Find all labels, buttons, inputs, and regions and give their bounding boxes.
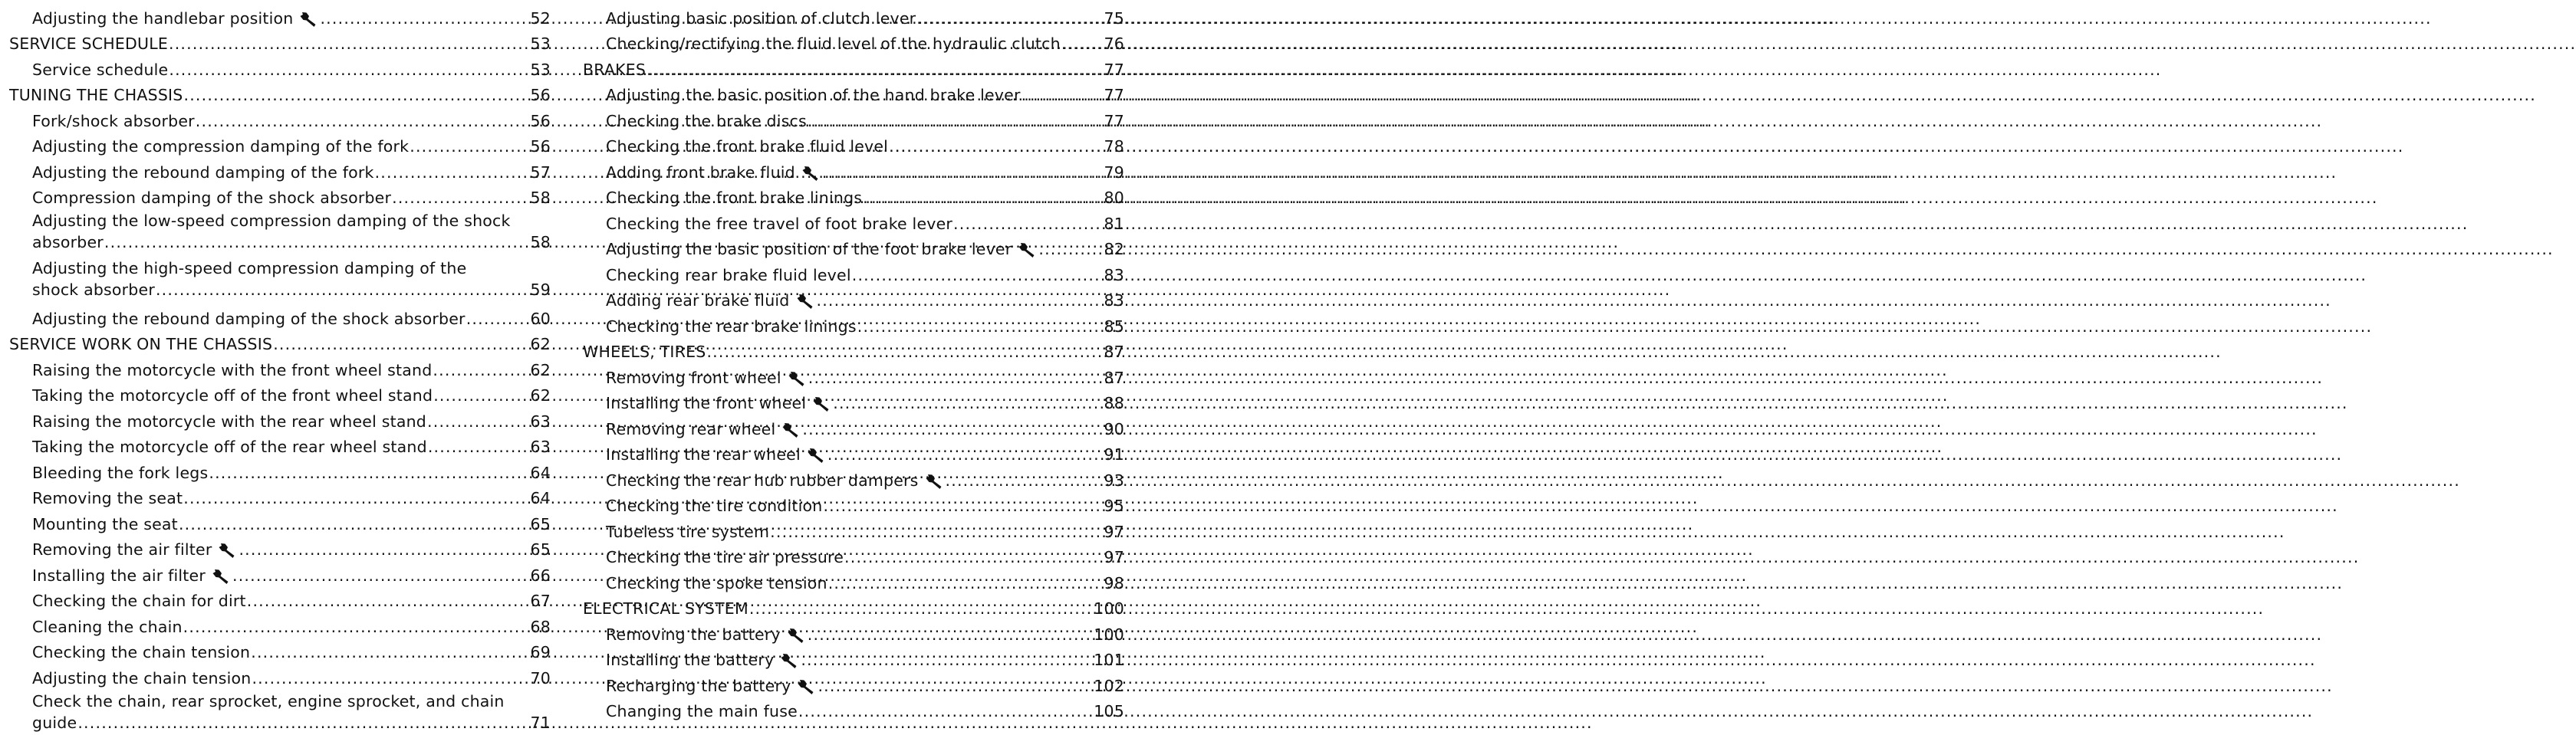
toc-entry-title: Installing the battery [606, 651, 775, 669]
wrench-icon [787, 627, 805, 644]
toc-entry[interactable] [9, 405, 551, 431]
wrench-icon [812, 395, 831, 412]
toc-entry-title: Adjusting the low-speed compression damping of the shock [32, 212, 511, 230]
toc-page-number: 95 [1104, 497, 1124, 515]
toc-page-number: 77 [1104, 86, 1124, 104]
wrench-icon [925, 473, 943, 490]
dot-leader [410, 137, 524, 156]
toc-entry-title: Tubeless tire system [606, 522, 770, 541]
toc-page-number: 64 [530, 463, 551, 482]
toc-entry[interactable] [583, 695, 1124, 721]
wrench-icon [781, 422, 800, 438]
toc-entry-title: Raising the motorcycle with the front wheel stand [32, 360, 433, 379]
toc-page-number: 69 [530, 643, 551, 661]
toc-page-number: 77 [1104, 60, 1124, 79]
toc-page-number: 79 [1104, 162, 1124, 182]
toc-page-number: 85 [1104, 317, 1124, 336]
toc-entry[interactable] [9, 636, 551, 662]
toc-entry-title: Checking/rectifying the fluid level of the hydraulic clutch [606, 34, 1061, 53]
toc-entry-title: Adjusting basic position of clutch lever [606, 8, 916, 28]
dot-leader [801, 651, 1087, 669]
toc-entry-title: Installing the air filter [32, 566, 206, 585]
dot-leader [428, 438, 525, 456]
toc-entry-title: Checking the chain tension [32, 643, 251, 661]
toc-page-number: 59 [530, 281, 551, 299]
toc-entry-title: Taking the motorcycle off of the front wheel stand [32, 386, 433, 405]
toc-entry[interactable] [583, 182, 1124, 208]
dot-leader [646, 61, 1097, 79]
dot-leader [946, 471, 1098, 490]
toc-entry-continuation [32, 710, 551, 735]
toc-entry[interactable] [583, 156, 1124, 182]
toc-page-number: 75 [1104, 8, 1124, 28]
toc-entry-title: Checking the tire condition [606, 497, 823, 515]
toc-entry[interactable] [9, 431, 551, 457]
toc-entry-title: SERVICE WORK ON THE CHASSIS [9, 335, 273, 353]
dot-leader [852, 266, 1098, 284]
toc-entry[interactable] [583, 412, 1124, 438]
toc-entry[interactable] [9, 207, 551, 254]
toc-page-number: 60 [530, 309, 551, 328]
toc-page-number: 93 [1104, 471, 1124, 490]
toc-entry[interactable] [583, 28, 1124, 54]
toc-entry[interactable] [583, 644, 1124, 670]
toc-column-left [9, 2, 551, 735]
toc-entry[interactable] [9, 507, 551, 533]
toc-page-number: 97 [1104, 522, 1124, 541]
toc-entry[interactable] [583, 669, 1124, 695]
toc-entry[interactable] [583, 618, 1124, 644]
toc-page-number: 102 [1094, 676, 1124, 695]
dot-leader [169, 34, 525, 53]
dot-leader [833, 394, 1097, 412]
toc-entry-title: Adjusting the rebound damping of the shock absorber [32, 309, 466, 328]
dot-leader [808, 369, 1098, 387]
toc-section-heading[interactable] [9, 28, 551, 54]
toc-entry-title: Checking the front brake linings [606, 189, 863, 207]
toc-page-number: 68 [530, 617, 551, 636]
toc-entry[interactable] [583, 438, 1124, 464]
toc-page-number: 53 [530, 34, 551, 53]
dot-leader [209, 464, 524, 482]
toc-page-number: 56 [530, 111, 551, 130]
dot-leader [953, 215, 1097, 233]
toc-entry-title: SERVICE SCHEDULE [9, 34, 168, 53]
toc-page-number: 62 [530, 386, 551, 405]
toc-page-number: 64 [530, 489, 551, 507]
toc-page-number: 65 [530, 514, 551, 533]
toc-entry-title: Removing the seat [32, 489, 183, 507]
toc-page-number: 83 [1104, 265, 1124, 284]
toc-page-number: 56 [530, 137, 551, 156]
wrench-icon [780, 652, 798, 669]
toc-entry-title: Fork/shock absorber [32, 111, 195, 130]
dot-leader [808, 625, 1087, 644]
toc-entry-title: Checking the tire air pressure [606, 548, 844, 566]
toc-entry[interactable] [9, 379, 551, 405]
toc-entry[interactable] [583, 284, 1124, 310]
dot-leader [251, 643, 524, 661]
toc-entry-title: Removing the air filter [32, 540, 212, 559]
dot-leader [247, 592, 525, 610]
dot-leader [232, 566, 525, 585]
toc-entry[interactable] [583, 104, 1124, 130]
dot-leader [156, 281, 525, 299]
dot-leader [822, 163, 1098, 182]
toc-entry-title-continued: absorber [32, 233, 104, 251]
dot-leader [169, 61, 524, 79]
wrench-icon [807, 447, 825, 464]
dot-leader [770, 523, 1097, 541]
toc-page-number: 97 [1104, 548, 1124, 566]
wrench-icon [218, 542, 236, 559]
dot-leader [466, 310, 525, 328]
toc-entry[interactable] [583, 130, 1124, 156]
toc-entry[interactable] [583, 464, 1124, 490]
toc-entry-title: Checking the rear brake linings [606, 317, 857, 336]
toc-page-number: 58 [530, 189, 551, 207]
wrench-icon [1018, 241, 1036, 258]
toc-entry-title: Checking the spoke tension [606, 573, 827, 592]
toc-entry[interactable] [583, 207, 1124, 233]
toc-entry-title-continued: guide [32, 713, 77, 732]
toc-page-number: 81 [1104, 214, 1124, 233]
toc-entry[interactable] [9, 687, 551, 735]
toc-entry[interactable] [583, 515, 1124, 541]
dot-leader [857, 317, 1098, 336]
toc-entry[interactable] [9, 302, 551, 328]
dot-leader [817, 291, 1098, 310]
dot-leader [749, 599, 1087, 618]
toc-entry-continuation [32, 277, 551, 302]
toc-entry-title: Adding front brake fluid [606, 162, 795, 182]
toc-entry-title: BRAKES [583, 60, 646, 79]
toc-entry-title: Checking the front brake fluid level [606, 137, 889, 156]
toc-entry[interactable] [583, 361, 1124, 387]
dot-leader [392, 189, 524, 207]
toc-section-heading[interactable] [583, 336, 1124, 362]
toc-entry-title: Installing the rear wheel [606, 445, 801, 464]
toc-entry-title: Recharging the battery [606, 676, 791, 695]
toc-entry[interactable] [9, 559, 551, 585]
toc-entry[interactable] [9, 353, 551, 379]
toc-entry-title: Checking rear brake fluid level [606, 265, 851, 284]
toc-page-number: 56 [530, 86, 551, 104]
dot-leader [320, 9, 524, 28]
toc-page-number: 80 [1104, 189, 1124, 207]
toc-entry[interactable] [583, 541, 1124, 567]
toc-entry-title: Mounting the seat [32, 514, 178, 533]
toc-page-number: 77 [1104, 111, 1124, 130]
toc-entry-title-continued: shock absorber [32, 281, 155, 299]
toc-entry[interactable] [9, 456, 551, 482]
toc-page-number: 57 [530, 162, 551, 182]
toc-page-number: 82 [1104, 240, 1124, 258]
dot-leader [196, 112, 525, 130]
dot-leader [104, 233, 525, 251]
toc-entry[interactable] [583, 310, 1124, 336]
toc-page-number: 87 [1104, 368, 1124, 387]
toc-entry-continuation [32, 230, 551, 254]
dot-leader [375, 163, 525, 182]
dot-leader [1038, 240, 1097, 258]
table-of-contents-page [0, 0, 1135, 732]
dot-leader [889, 137, 1097, 156]
toc-page-number: 62 [530, 360, 551, 379]
toc-entry[interactable] [9, 610, 551, 636]
toc-page-number: 100 [1094, 599, 1124, 618]
toc-page-number: 83 [1104, 291, 1124, 310]
toc-page-number: 98 [1104, 573, 1124, 592]
dot-leader [863, 189, 1097, 207]
toc-page-number: 58 [530, 233, 551, 251]
dot-leader [183, 618, 525, 636]
dot-leader [239, 540, 524, 559]
toc-page-number: 63 [530, 438, 551, 456]
toc-entry[interactable] [9, 254, 551, 302]
toc-entry[interactable] [583, 490, 1124, 516]
toc-entry[interactable] [9, 156, 551, 182]
toc-entry[interactable] [9, 585, 551, 611]
dot-leader [183, 489, 524, 507]
toc-entry[interactable] [9, 104, 551, 130]
toc-entry-title: Adjusting the handlebar position [32, 8, 294, 28]
toc-page-number: 53 [530, 60, 551, 79]
dot-leader [1061, 34, 1098, 53]
dot-leader [818, 677, 1087, 695]
toc-entry[interactable] [583, 2, 1124, 28]
toc-column-right [583, 2, 1124, 720]
wrench-icon [797, 678, 815, 695]
dot-leader [273, 335, 524, 353]
dot-leader [827, 445, 1098, 464]
toc-entry-title: Taking the motorcycle off of the rear wheel stand [32, 438, 427, 456]
toc-page-number: 70 [530, 668, 551, 687]
toc-entry-title: Adjusting the chain tension [32, 668, 252, 687]
toc-page-number: 90 [1104, 419, 1124, 438]
toc-entry-title: Raising the motorcycle with the rear wheel stand [32, 412, 427, 431]
toc-entry-title: Removing front wheel [606, 368, 781, 387]
toc-page-number: 76 [1104, 34, 1124, 53]
toc-section-heading[interactable] [9, 328, 551, 354]
wrench-icon [796, 293, 814, 310]
toc-entry[interactable] [583, 387, 1124, 413]
toc-entry-title: Compression damping of the shock absorber [32, 189, 392, 207]
toc-entry-title: Adjusting the compression damping of the fork [32, 137, 410, 156]
toc-entry-title: Adjusting the rebound damping of the fork [32, 162, 374, 182]
toc-page-number: 91 [1104, 445, 1124, 464]
dot-leader [77, 714, 524, 732]
dot-leader [844, 548, 1097, 566]
toc-entry-title: Changing the main fuse [606, 702, 798, 720]
toc-page-number: 87 [1104, 343, 1124, 361]
toc-entry[interactable] [9, 53, 551, 79]
toc-page-number: 88 [1104, 394, 1124, 412]
toc-entry-title: ELECTRICAL SYSTEM [583, 599, 748, 618]
toc-entry-title: Removing rear wheel [606, 419, 776, 438]
toc-entry-title: Adjusting the high-speed compression damping of the [32, 259, 467, 277]
toc-entry[interactable] [9, 482, 551, 508]
toc-page-number: 100 [1094, 625, 1124, 644]
toc-page-number: 62 [530, 335, 551, 353]
wrench-icon [299, 11, 317, 28]
toc-section-heading[interactable] [9, 79, 551, 105]
toc-entry[interactable] [583, 566, 1124, 592]
toc-entry[interactable] [583, 233, 1124, 259]
dot-leader [252, 669, 524, 687]
wrench-icon [788, 370, 806, 387]
toc-page-number: 52 [530, 8, 551, 28]
toc-entry-title: Service schedule [32, 60, 169, 79]
toc-section-heading[interactable] [583, 592, 1124, 619]
dot-leader [802, 420, 1097, 438]
toc-entry-title: Adding rear brake fluid [606, 291, 790, 310]
toc-entry[interactable] [9, 182, 551, 208]
toc-entry-title: Bleeding the fork legs [32, 463, 209, 482]
wrench-icon [801, 165, 820, 182]
toc-entry-title: Check the chain, rear sprocket, engine sprocket, and chain [32, 691, 505, 710]
wrench-icon [212, 568, 230, 585]
toc-entry-title: Cleaning the chain [32, 617, 183, 636]
toc-page-number: 101 [1094, 651, 1124, 669]
dot-leader [706, 343, 1097, 361]
toc-entry-title: Removing the battery [606, 625, 781, 644]
toc-entry[interactable] [583, 79, 1124, 105]
toc-entry[interactable] [9, 661, 551, 687]
toc-entry-title: Installing the front wheel [606, 394, 807, 412]
toc-entry-title: Checking the free travel of foot brake lever [606, 214, 953, 233]
dot-leader [823, 497, 1097, 515]
dot-leader [828, 574, 1098, 592]
dot-leader [184, 86, 525, 104]
toc-page-number: 67 [530, 592, 551, 610]
toc-entry[interactable] [9, 2, 551, 28]
dot-leader [427, 412, 524, 431]
toc-entry-title: Checking the rear hub rubber dampers [606, 471, 919, 490]
toc-entry[interactable] [9, 533, 551, 559]
dot-leader [798, 702, 1087, 720]
toc-entry-title: Adjusting the basic position of the hand brake lever [606, 86, 1021, 104]
toc-entry-title: TUNING THE CHASSIS [9, 86, 183, 104]
dot-leader [808, 112, 1098, 130]
toc-page-number: 65 [530, 540, 551, 559]
toc-entry-title: Adjusting the basic position of the foot brake lever [606, 240, 1012, 258]
toc-section-heading[interactable] [583, 53, 1124, 79]
toc-page-number: 78 [1104, 137, 1124, 156]
dot-leader [916, 9, 1097, 28]
dot-leader [1022, 86, 1098, 104]
toc-entry[interactable] [9, 130, 551, 156]
toc-entry[interactable] [583, 258, 1124, 284]
dot-leader [433, 361, 524, 379]
toc-page-number: 105 [1094, 702, 1124, 720]
dot-leader [433, 386, 524, 405]
toc-page-number: 66 [530, 566, 551, 585]
toc-page-number: 63 [530, 412, 551, 431]
toc-entry-title: Checking the chain for dirt [32, 592, 246, 610]
toc-page-number: 71 [530, 713, 551, 732]
toc-entry-title: WHEELS, TIRES [583, 343, 706, 361]
toc-entry-title: Checking the brake discs [606, 111, 807, 130]
dot-leader [179, 515, 525, 533]
